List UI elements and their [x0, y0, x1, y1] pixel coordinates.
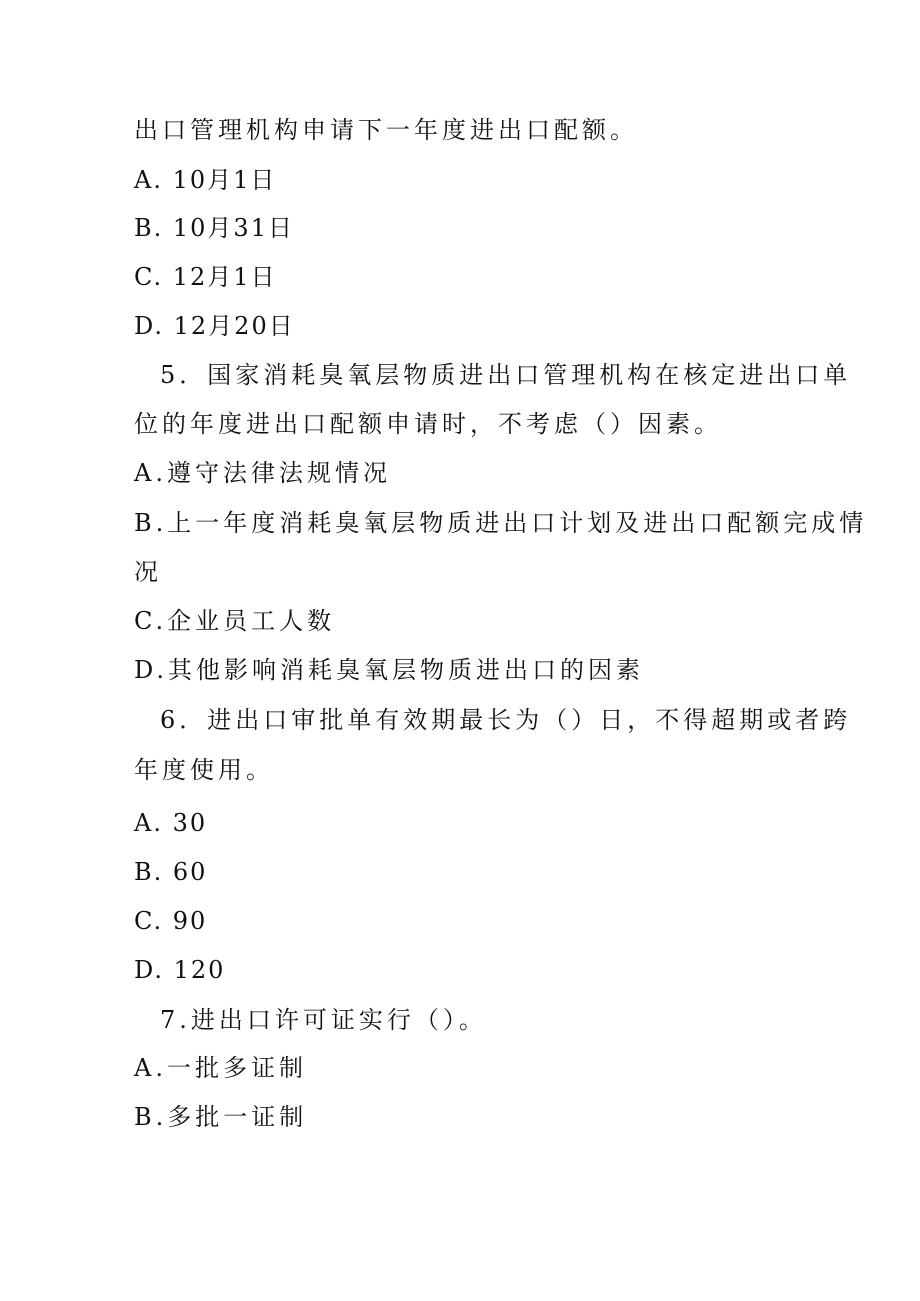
text-line: C.企业员工人数	[134, 607, 336, 635]
text-line: C. 12月1日	[134, 263, 277, 291]
text-line: 5．国家消耗臭氧层物质进出口管理机构在核定进出口单	[160, 361, 852, 389]
text-line: A.一批多证制	[134, 1054, 307, 1082]
text-line: 6．进出口审批单有效期最长为（）日，不得超期或者跨	[160, 706, 852, 734]
text-line: A. 10月1日	[134, 166, 277, 194]
text-line: B.多批一证制	[134, 1103, 308, 1131]
text-line: D. 12月20日	[134, 312, 295, 340]
text-line: D. 120	[134, 956, 226, 984]
text-line: 7.进出口许可证实行（）。	[160, 1006, 487, 1034]
text-line: 年度使用。	[134, 756, 274, 784]
text-line: C. 90	[134, 907, 208, 935]
text-line: A.遵守法律法规情况	[134, 459, 391, 487]
text-line: 出口管理机构申请下一年度进出口配额。	[134, 116, 638, 144]
text-line: A. 30	[134, 809, 208, 837]
text-line: D.其他影响消耗臭氧层物质进出口的因素	[134, 656, 645, 684]
text-line: B. 60	[134, 858, 208, 886]
text-line: 位的年度进出口配额申请时，不考虑（）因素。	[134, 410, 722, 438]
text-line: 况	[134, 558, 162, 586]
text-line: B. 10月31日	[134, 214, 294, 242]
text-line: B.上一年度消耗臭氧层物质进出口计划及进出口配额完成情	[134, 509, 868, 537]
